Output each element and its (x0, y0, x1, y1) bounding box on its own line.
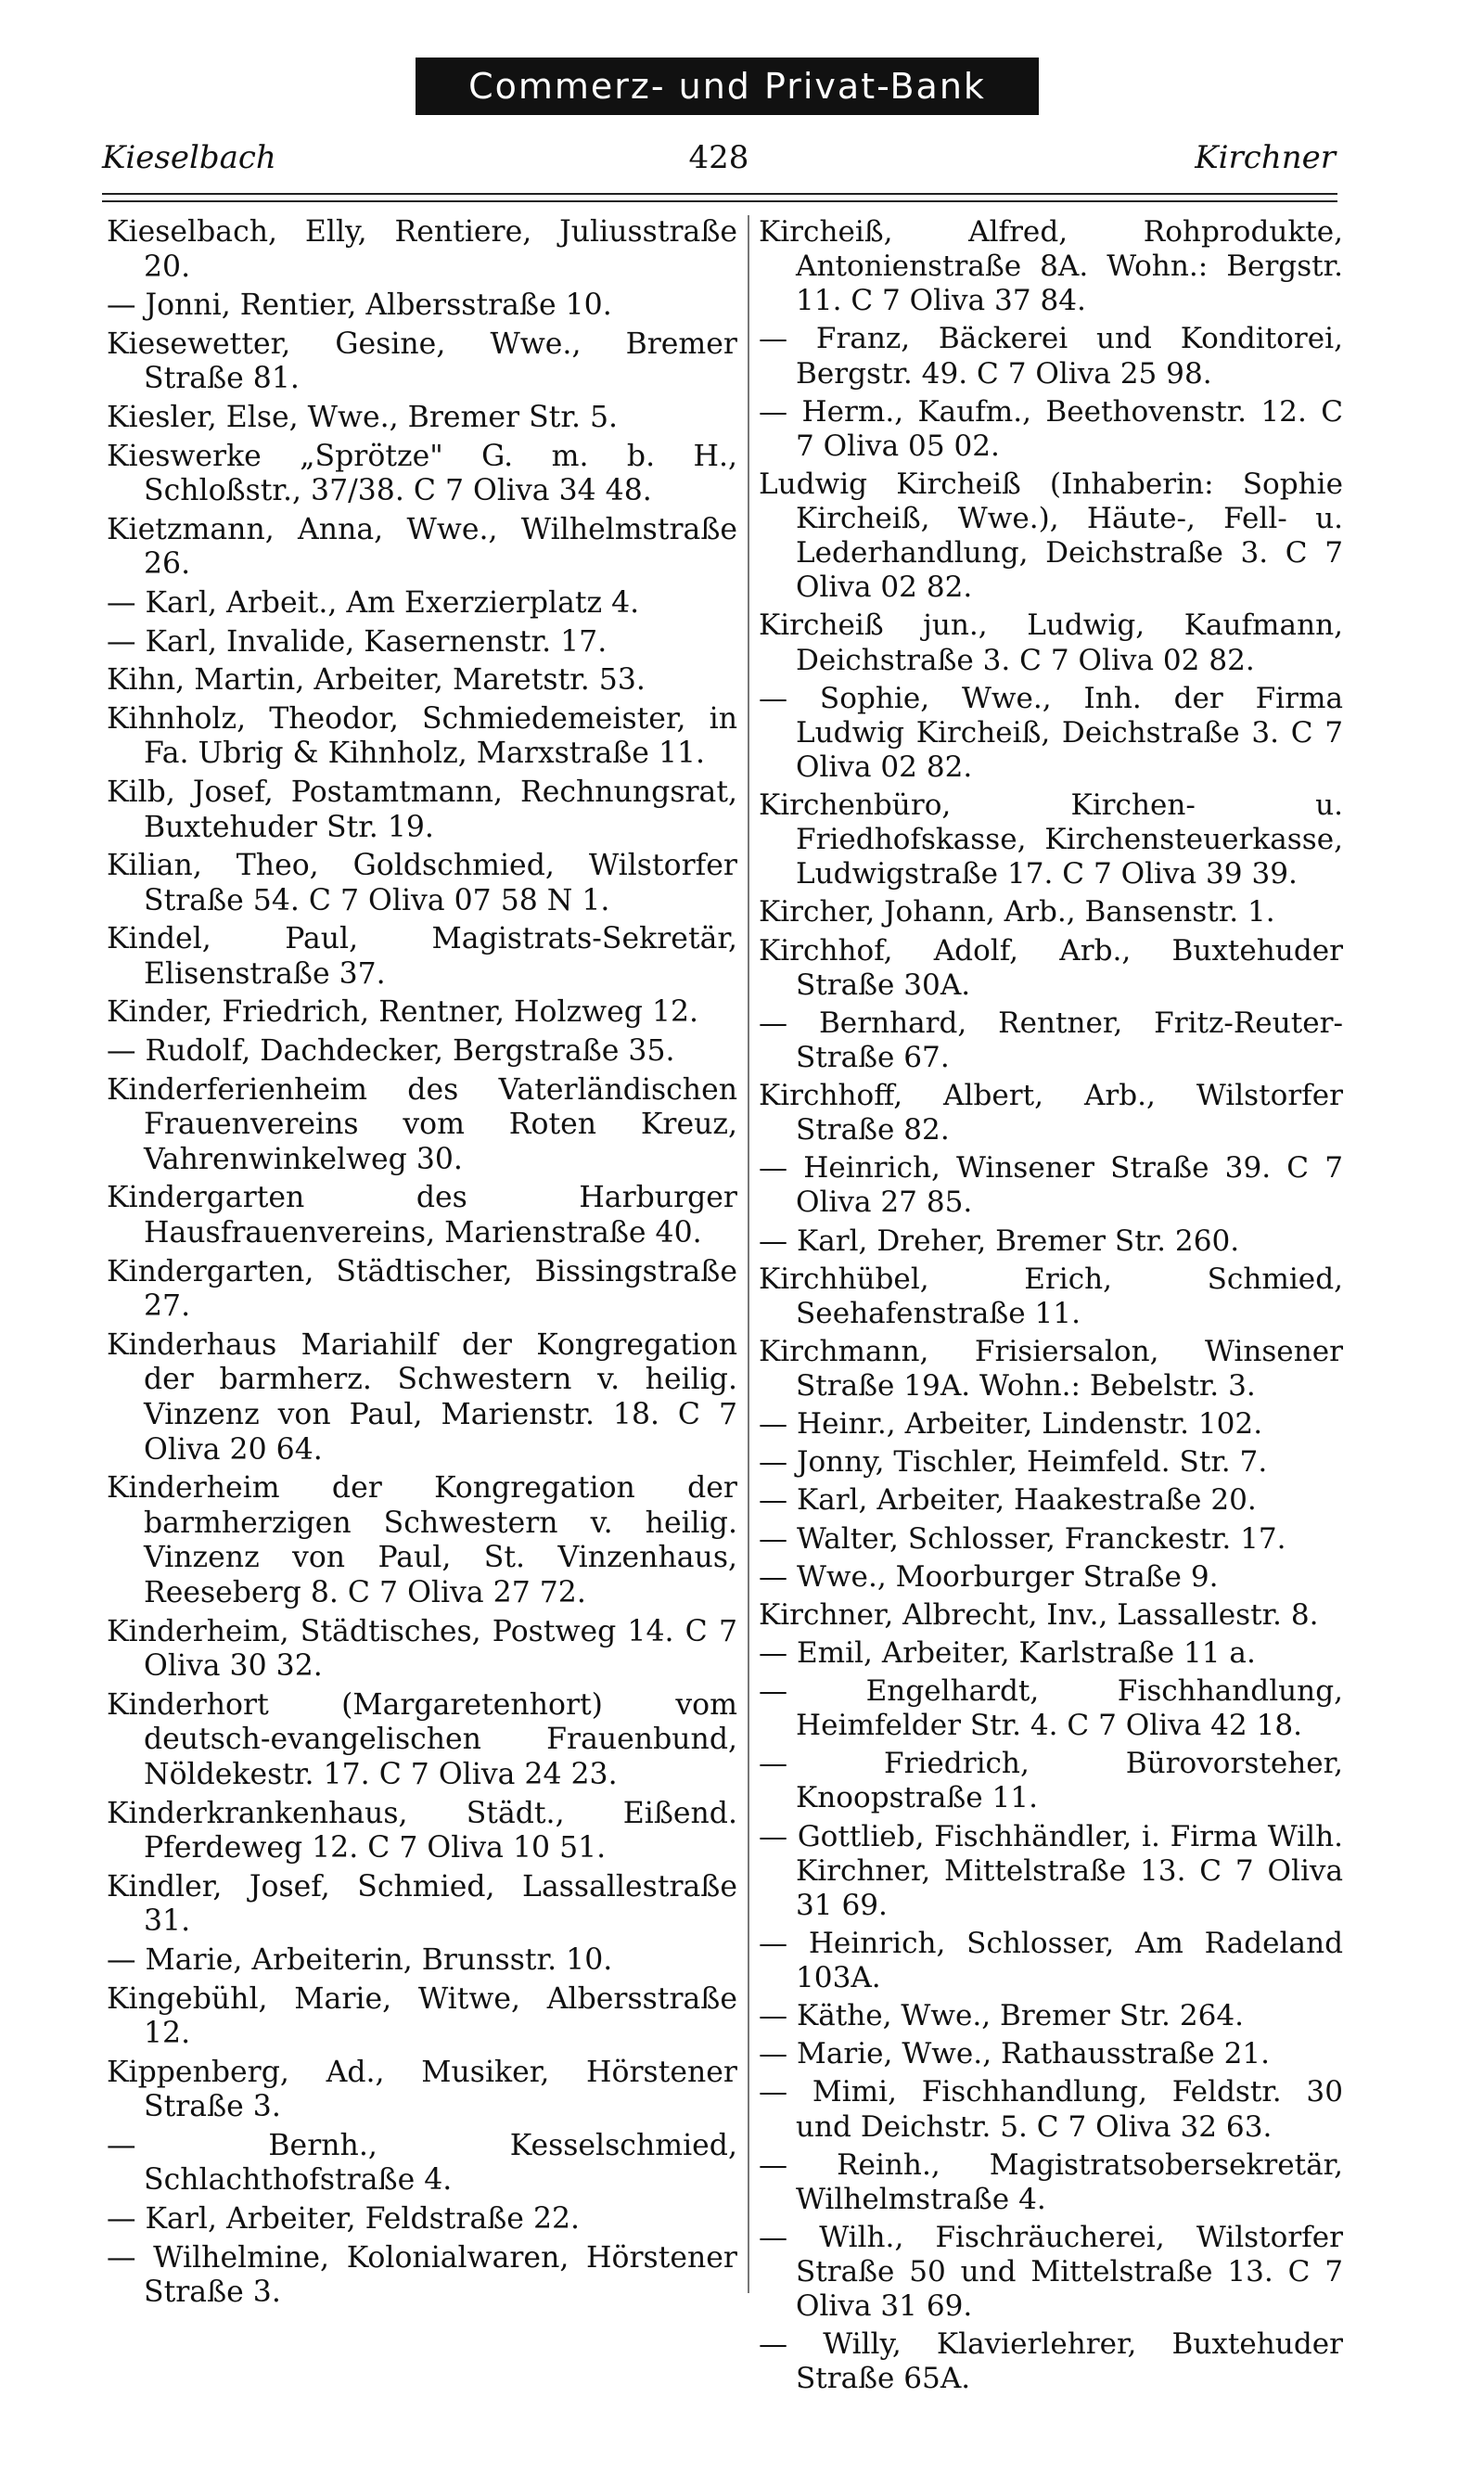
directory-entry: Kirchner, Albrecht, Inv., Lassallestr. 8. (759, 1597, 1319, 1632)
directory-entry: — Karl, Invalide, Kasernenstr. 17. (107, 624, 608, 659)
directory-entry: — Karl, Arbeiter, Haakestraße 20. (759, 1483, 1257, 1518)
directory-entry: Kinderheim der Kongregation der barmherzigen Schwestern v. heilig. Vinzenz von Paul, St. Vinzenhaus, Reeseberg 8. C 7 Oliva 27 72. (107, 1471, 737, 1609)
directory-entry: — Wwe., Moorburger Straße 9. (759, 1559, 1219, 1594)
directory-entry: Kinderkrankenhaus, Städt., Eißend. Pferdeweg 12. C 7 Oliva 10 51. (107, 1796, 737, 1865)
header-first-name: Kieselbach (102, 139, 276, 176)
directory-entry: Kindergarten des Harburger Hausfrauenvereins, Marienstraße 40. (107, 1181, 737, 1250)
directory-entry: Kircheiß, Alfred, Rohprodukte, Antonienstraße 8A. Wohn.: Bergstr. 11. C 7 Oliva 37 84. (759, 215, 1343, 318)
right-column (759, 215, 1343, 2401)
directory-entry: Kieselbach, Elly, Rentiere, Juliusstraße 20. (107, 215, 737, 284)
directory-entry: — Marie, Arbeiterin, Brunsstr. 10. (107, 1942, 613, 1977)
directory-entry: — Marie, Wwe., Rathausstraße 21. (759, 2037, 1271, 2071)
header-rule-bottom (102, 200, 1337, 202)
header-last-name: Kirchner (1195, 139, 1336, 176)
directory-entry: — Willy, Klavierlehrer, Buxtehuder Straße 65A. (759, 2327, 1343, 2396)
directory-entry: Ludwig Kircheiß (Inhaberin: Sophie Kircheiß, Wwe.), Häute-, Fell- u. Lederhandlung, Deichstraße 3. C 7 Oliva 02 82. (759, 467, 1343, 605)
directory-entry: — Jonni, Rentier, Albersstraße 10. (107, 288, 612, 323)
page-number: 428 (688, 139, 749, 176)
directory-entry: Kirchhübel, Erich, Schmied, Seehafenstraße 11. (759, 1262, 1343, 1330)
directory-entry: — Engelhardt, Fischhandlung, Heimfelder Str. 4. C 7 Oliva 42 18. (759, 1674, 1343, 1743)
directory-entry: — Wilh., Fischräucherei, Wilstorfer Straße 50 und Mittelstraße 13. C 7 Oliva 31 69. (759, 2220, 1343, 2324)
directory-entry: Kippenberg, Ad., Musiker, Hörstener Straße 3. (107, 2055, 737, 2124)
directory-entry: — Gottlieb, Fischhändler, i. Firma Wilh. Kirchner, Mittelstraße 13. C 7 Oliva 31 69. (759, 1819, 1343, 1922)
directory-entry: — Rudolf, Dachdecker, Bergstraße 35. (107, 1034, 675, 1069)
directory-entry: Kiesler, Else, Wwe., Bremer Str. 5. (107, 400, 619, 434)
directory-entry: — Heinrich, Schlosser, Am Radeland 103A. (759, 1926, 1343, 1994)
directory-entry: Kihnholz, Theodor, Schmiedemeister, in Fa. Ubrig & Kihnholz, Marxstraße 11. (107, 701, 737, 771)
directory-entry: Kihn, Martin, Arbeiter, Maretstr. 53. (107, 663, 646, 698)
directory-entry: Kieswerke „Sprötze" G. m. b. H., Schloßstr., 37/38. C 7 Oliva 34 48. (107, 439, 737, 508)
directory-entry: — Käthe, Wwe., Bremer Str. 264. (759, 1999, 1245, 2033)
directory-entry: — Heinr., Arbeiter, Lindenstr. 102. (759, 1407, 1263, 1442)
directory-entry: — Bernhard, Rentner, Fritz-Reuter-Straße 67. (759, 1006, 1343, 1074)
directory-entry: — Reinh., Magistratsobersekretär, Wilhelmstraße 4. (759, 2147, 1343, 2216)
directory-entry: — Karl, Arbeiter, Feldstraße 22. (107, 2202, 581, 2237)
directory-entry: Kietzmann, Anna, Wwe., Wilhelmstraße 26. (107, 512, 737, 582)
bank-banner: Commerz- und Privat-Bank (416, 58, 1039, 115)
directory-entry: — Karl, Arbeit., Am Exerzierplatz 4. (107, 585, 640, 620)
left-column (107, 215, 737, 2314)
directory-entry: Kilb, Josef, Postamtmann, Rechnungsrat, Buxtehuder Str. 19. (107, 775, 737, 844)
directory-entry: — Emil, Arbeiter, Karlstraße 11 a. (759, 1635, 1256, 1670)
directory-entry: — Walter, Schlosser, Franckestr. 17. (759, 1521, 1286, 1556)
directory-entry: Kilian, Theo, Goldschmied, Wilstorfer Straße 54. C 7 Oliva 07 58 N 1. (107, 849, 737, 917)
directory-entry: — Mimi, Fischhandlung, Feldstr. 30 und Deichstr. 5. C 7 Oliva 32 63. (759, 2075, 1343, 2144)
directory-entry: — Karl, Dreher, Bremer Str. 260. (759, 1224, 1240, 1258)
directory-entry: — Wilhelmine, Kolonialwaren, Hörstener Straße 3. (107, 2240, 737, 2310)
column-divider (748, 215, 749, 2293)
directory-entry: Kindergarten, Städtischer, Bissingstraße 27. (107, 1254, 737, 1324)
directory-entry: Kiesewetter, Gesine, Wwe., Bremer Straße 81. (107, 327, 737, 396)
directory-entry: — Herm., Kaufm., Beethovenstr. 12. C 7 Oliva 05 02. (759, 394, 1343, 463)
directory-entry: Kircheiß jun., Ludwig, Kaufmann, Deichstraße 3. C 7 Oliva 02 82. (759, 609, 1343, 677)
directory-entry: Kinderhort (Margaretenhort) vom deutsch-evangelischen Frauenbund, Nöldekestr. 17. C 7 Oliva 24 23. (107, 1687, 737, 1791)
directory-entry: — Heinrich, Winsener Straße 39. C 7 Oliva 27 85. (759, 1151, 1343, 1220)
directory-entry: Kinder, Friedrich, Rentner, Holzweg 12. (107, 995, 699, 1030)
header-rule-top (102, 193, 1337, 195)
directory-entry: — Jonny, Tischler, Heimfeld. Str. 7. (759, 1445, 1268, 1480)
directory-entry: Kinderhaus Mariahilf der Kongregation der barmherz. Schwestern v. heilig. Vinzenz von Paul, Marienstr. 18. C 7 Oliva 20 64. (107, 1327, 737, 1467)
directory-entry: — Franz, Bäckerei und Konditorei, Bergstr. 49. C 7 Oliva 25 98. (759, 322, 1343, 391)
directory-entry: Kindel, Paul, Magistrats-Sekretär, Elisenstraße 37. (107, 922, 737, 991)
directory-entry: — Friedrich, Bürovorsteher, Knoopstraße 11. (759, 1747, 1343, 1815)
directory-entry: Kirchenbüro, Kirchen- u. Friedhofskasse, Kirchensteuerkasse, Ludwigstraße 17. C 7 Oliva 39 39. (759, 788, 1343, 891)
directory-entry: — Sophie, Wwe., Inh. der Firma Ludwig Kircheiß, Deichstraße 3. C 7 Oliva 02 82. (759, 681, 1343, 784)
directory-entry: Kinderheim, Städtisches, Postweg 14. C 7 Oliva 30 32. (107, 1614, 737, 1684)
directory-entry: Kingebühl, Marie, Witwe, Albersstraße 12. (107, 1981, 737, 2051)
directory-entry: Kirchmann, Frisiersalon, Winsener Straße 19A. Wohn.: Bebelstr. 3. (759, 1334, 1343, 1403)
directory-entry: Kindler, Josef, Schmied, Lassallestraße 31. (107, 1869, 737, 1939)
directory-entry: Kircher, Johann, Arb., Bansenstr. 1. (759, 895, 1275, 929)
directory-entry: — Bernh., Kesselschmied, Schlachthofstraße 4. (107, 2128, 737, 2198)
directory-entry: Kirchhoff, Albert, Arb., Wilstorfer Straße 82. (759, 1079, 1343, 1147)
running-header (102, 139, 1336, 186)
directory-entry: Kirchhof, Adolf, Arb., Buxtehuder Straße 30A. (759, 933, 1343, 1002)
directory-entry: Kinderferienheim des Vaterländischen Frauenvereins vom Roten Kreuz, Vahrenwinkelweg 30. (107, 1072, 737, 1176)
